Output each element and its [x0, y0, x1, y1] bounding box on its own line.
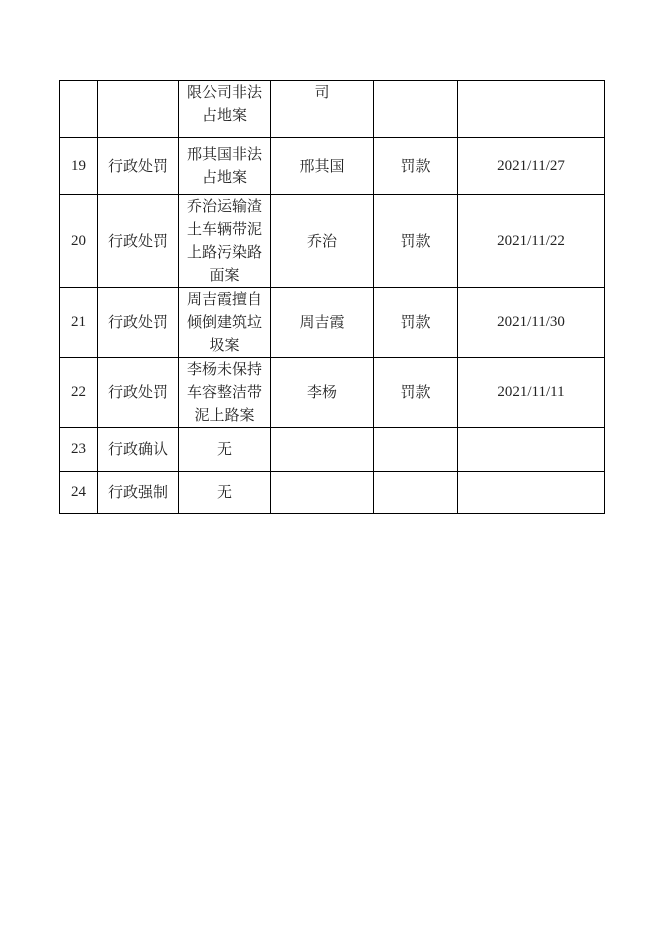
penalty-cell — [374, 472, 458, 514]
penalty-cell — [374, 428, 458, 472]
date-cell: 2021/11/27 — [458, 138, 605, 195]
category-cell: 行政处罚 — [98, 288, 179, 358]
case-name-cell — [179, 358, 271, 428]
case-name-cell — [179, 195, 271, 288]
row-number-cell: 20 — [60, 195, 98, 288]
row-number-cell: 24 — [60, 472, 98, 514]
case-name-cell — [179, 288, 271, 358]
case-name-text: 限公司非法占地案 — [186, 83, 262, 124]
category-cell: 行政处罚 — [98, 358, 179, 428]
party-cell: 李杨 — [271, 358, 374, 428]
date-cell — [458, 472, 605, 514]
case-name-text: 无 — [216, 483, 232, 501]
party-cell: 司 — [271, 81, 374, 138]
records-table — [59, 80, 605, 514]
row-number-cell: 23 — [60, 428, 98, 472]
penalty-cell — [374, 81, 458, 138]
table-row — [60, 472, 605, 514]
table-row — [60, 358, 605, 428]
row-number-cell: 22 — [60, 358, 98, 428]
date-cell — [458, 428, 605, 472]
case-name-cell — [179, 472, 271, 514]
party-cell — [271, 472, 374, 514]
row-number-cell — [60, 81, 98, 138]
case-name-text: 李杨未保持车容整洁带泥上路案 — [186, 360, 262, 424]
table-row — [60, 195, 605, 288]
date-cell — [458, 81, 605, 138]
case-name-text: 乔治运输渣土车辆带泥上路污染路面案 — [186, 197, 262, 284]
date-cell: 2021/11/22 — [458, 195, 605, 288]
date-cell: 2021/11/11 — [458, 358, 605, 428]
category-cell: 行政强制 — [98, 472, 179, 514]
case-name-cell — [179, 81, 271, 138]
category-cell: 行政处罚 — [98, 138, 179, 195]
category-cell: 行政处罚 — [98, 195, 179, 288]
penalty-cell: 罚款 — [374, 138, 458, 195]
category-cell: 行政确认 — [98, 428, 179, 472]
penalty-cell: 罚款 — [374, 195, 458, 288]
party-cell: 邢其国 — [271, 138, 374, 195]
party-cell: 乔治 — [271, 195, 374, 288]
case-name-text: 无 — [216, 440, 232, 458]
case-name-cell — [179, 428, 271, 472]
row-number-cell: 19 — [60, 138, 98, 195]
case-name-cell — [179, 138, 271, 195]
penalty-cell: 罚款 — [374, 288, 458, 358]
table-row — [60, 138, 605, 195]
party-cell: 周吉霞 — [271, 288, 374, 358]
table-row — [60, 428, 605, 472]
case-name-text: 邢其国非法占地案 — [186, 145, 262, 186]
case-name-text: 周吉霞擅自倾倒建筑垃圾案 — [186, 290, 262, 354]
row-number-cell: 21 — [60, 288, 98, 358]
date-cell: 2021/11/30 — [458, 288, 605, 358]
party-cell — [271, 428, 374, 472]
table-row — [60, 81, 605, 138]
table-row — [60, 288, 605, 358]
penalty-cell: 罚款 — [374, 358, 458, 428]
category-cell — [98, 81, 179, 138]
